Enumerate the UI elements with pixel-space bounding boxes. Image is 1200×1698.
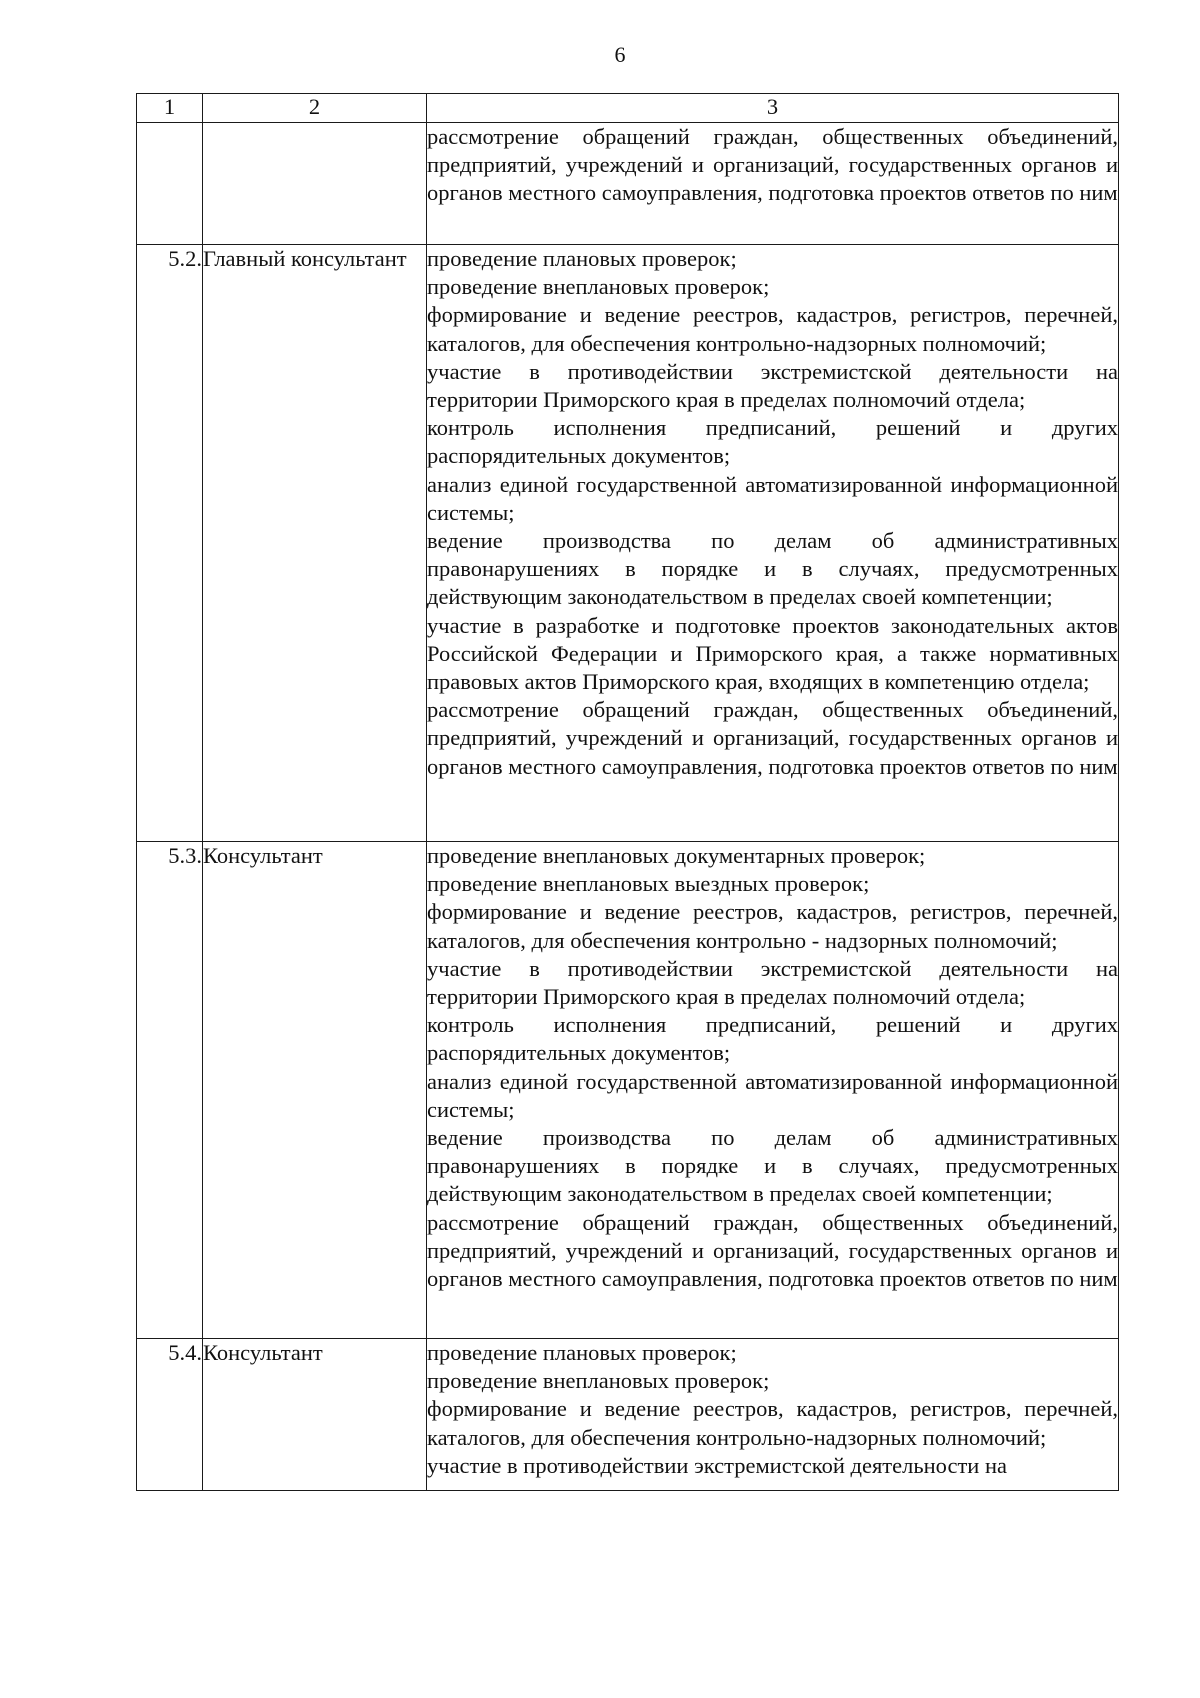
row-number: 5.4. [137,1339,203,1491]
table-row [137,245,1119,842]
row-number: 5.3. [137,842,203,1339]
duty-item: ведение производства по делам об административных правонарушениях в порядке и в случаях, предусмотренных действующим законодательством в пределах своей компетенции; [427,528,1118,610]
row-number [137,123,203,245]
duty-item: проведение плановых проверок; [427,246,737,271]
table-row [137,1339,1119,1491]
position-title: Консультант [203,1339,427,1491]
duty-item: формирование и ведение реестров, кадастров, регистров, перечней, каталогов, для обеспечения контрольно-надзорных полномочий; [427,302,1118,356]
duty-item: анализ единой государственной автоматизированной информационной системы; [427,1068,1118,1122]
table-header-row [137,94,1119,123]
duty-item: анализ единой государственной автоматизированной информационной системы; [427,471,1118,525]
duty-item: участие в противодействии экстремистской деятельности на территории Приморского края в пределах полномочий отдела; [427,358,1118,413]
position-title [203,123,427,245]
duty-item: проведение внеплановых выездных проверок; [427,871,870,897]
duty-item: контроль исполнения предписаний, решений и других распорядительных документов; [427,1012,1118,1066]
duties-cell [427,123,1119,245]
duty-item: проведение плановых проверок; [427,1340,737,1365]
page-number: 6 [614,42,626,67]
duty-item: формирование и ведение реестров, кадастров, регистров, перечней, каталогов, для обеспечения контрольно-надзорных полномочий; [427,1396,1118,1450]
duty-item: формирование и ведение реестров, кадастров, регистров, перечней, каталогов, для обеспечения контрольно - надзорных полномочий; [427,899,1118,953]
duties-table [136,93,1119,1491]
duties-cell [427,245,1119,842]
duty-item: проведение внеплановых проверок; [427,274,770,300]
column-header-number: 1 [137,94,203,123]
duty-item: участие в противодействии экстремистской деятельности на территории Приморского края в пределах полномочий отдела; [427,955,1118,1010]
row-number: 5.2. [137,245,203,842]
duty-item: рассмотрение обращений граждан, общественных объединений, предприятий, учреждений и организаций, государственных органов и органов местного самоуправления, подготовка проектов ответов по ним [427,1209,1118,1292]
duty-item: рассмотрение обращений граждан, общественных объединений, предприятий, учреждений и организаций, государственных органов и органов местного самоуправления, подготовка проектов ответов по ним [427,124,1118,206]
duties-cell [427,1339,1119,1491]
table-body [137,123,1119,1491]
duty-item: контроль исполнения предписаний, решений и других распорядительных документов; [427,415,1118,469]
position-title: Главный консультант [203,245,427,842]
table-row [137,842,1119,1339]
column-header-position: 2 [203,94,427,123]
duties-cell [427,842,1119,1339]
position-title: Консультант [203,842,427,1339]
duty-item: проведение внеплановых проверок; [427,1368,770,1394]
duty-item: участие в разработке и подготовке проектов законодательных актов Российской Федерации и Приморского края, а также нормативных правовых актов Приморского края, входящих в компетенцию отдела; [427,612,1118,695]
duty-item: ведение производства по делам об административных правонарушениях в порядке и в случаях, предусмотренных действующим законодательством в пределах своей компетенции; [427,1125,1118,1207]
duty-item: рассмотрение обращений граждан, общественных объединений, предприятий, учреждений и организаций, государственных органов и органов местного самоуправления, подготовка проектов ответов по ним [427,697,1118,779]
duty-item: участие в противодействии экстремистской деятельности на [427,1452,1007,1478]
table-row [137,123,1119,245]
column-header-duties: 3 [427,94,1119,123]
duty-item: проведение внеплановых документарных проверок; [427,843,926,868]
